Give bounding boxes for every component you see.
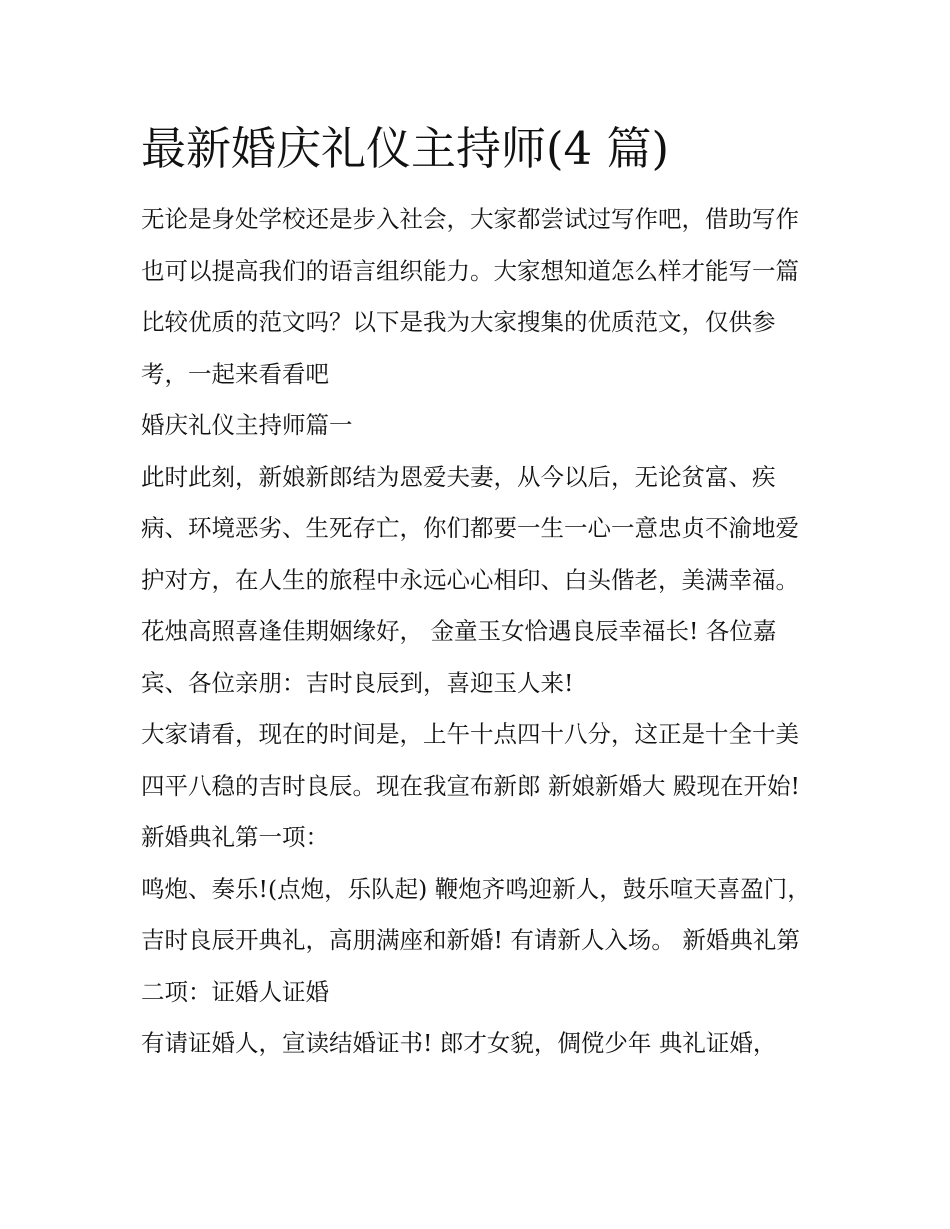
document-body — [141, 112, 816, 1070]
body-paragraph: 此时此刻，新娘新郎结为恩爱夫妻，从今以后，无论贫富、疾病、环境恶劣、生死存亡，你们都要一生一心一意忠贞不渝地爱护对方，在人生的旅程中永远心心相印、白头偕老，美满幸福。 — [141, 462, 799, 594]
document-title: 最新婚庆礼仪主持师(4 篇) — [141, 122, 670, 175]
body-paragraph: 大家请看，现在的时间是，上午十点四十八分，这正是十全十美四平八稳的吉时良辰。现在我宣布新郎 新娘新婚大 殿现在开始! 新婚典礼第一项： — [141, 720, 800, 851]
section-heading: 婚庆礼仪主持师篇一 — [141, 411, 353, 439]
body-paragraph: 花烛高照喜逢佳期姻缘好， 金童玉女恰遇良辰幸福长! 各位嘉宾、各位亲朋：吉时良辰到，喜迎玉人来! — [141, 617, 777, 697]
intro-paragraph: 无论是身处学校还是步入社会，大家都尝试过写作吧，借助写作也可以提高我们的语言组织能力。大家想知道怎么样才能写一篇比较优质的范文吗？以下是我为大家搜集的优质范文，仅供参考，一起来看看吧 — [141, 205, 799, 388]
body-paragraph: 鸣炮、奏乐!(点炮，乐队起) 鞭炮齐鸣迎新人，鼓乐喧天喜盈门， 吉时良辰开典礼，高朋满座和新婚! 有请新人入场。 新婚典礼第二项：证婚人证婚 — [141, 874, 811, 1006]
body-paragraph: 有请证婚人，宣读结婚证书! 郎才女貌，倜傥少年 典礼证婚， — [141, 1029, 777, 1057]
